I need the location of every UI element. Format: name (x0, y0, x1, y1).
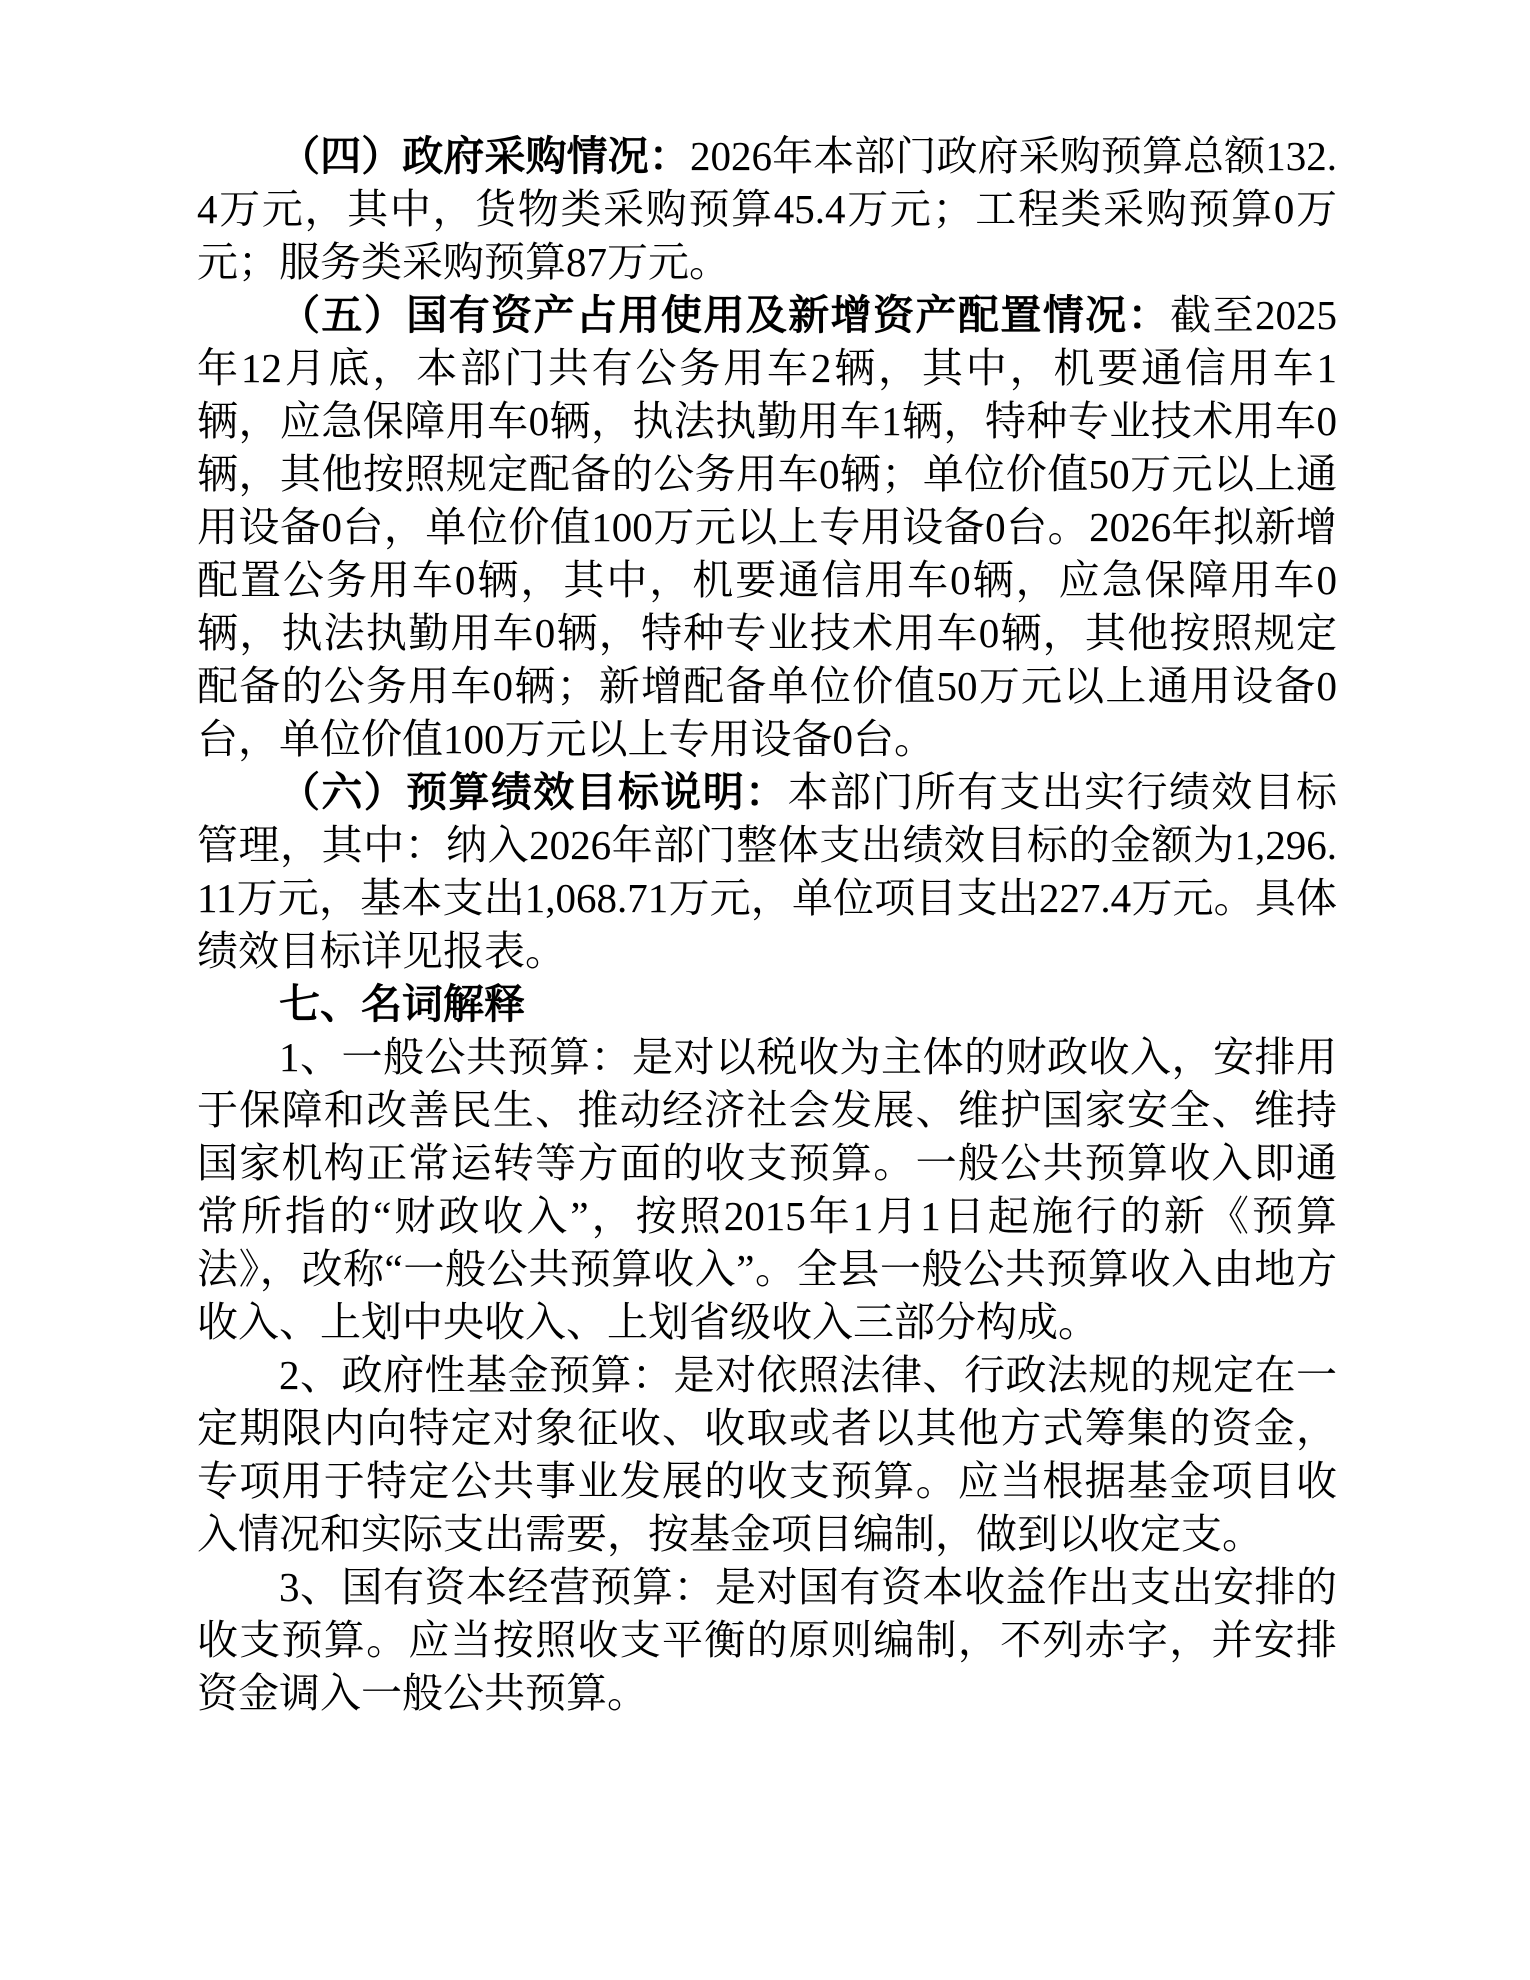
paragraph-state-assets-lead: （五）国有资产占用使用及新增资产配置情况： (279, 292, 1171, 338)
document-page (197, 130, 1337, 1720)
paragraph-performance-goals-lead: （六）预算绩效目标说明： (279, 769, 788, 815)
paragraph-state-assets (197, 289, 1337, 766)
paragraph-general-public-budget-body: 1、一般公共预算：是对以税收为主体的财政收入，安排用于保障和改善民生、推动经济社会发展、维护国家安全、维持国家机构正常运转等方面的收支预算。一般公共预算收入即通常所指的“财政收入”，按照2015年1月1日起施行的新《预算法》，改称“一般公共预算收入”。全县一般公共预算收入由地方收入、上划中央收入、上划省级收入三部分构成。 (197, 1034, 1337, 1345)
paragraph-state-capital-budget-body: 3、国有资本经营预算：是对国有资本收益作出支出安排的收支预算。应当按照收支平衡的原则编制，不列赤字，并安排资金调入一般公共预算。 (197, 1564, 1337, 1716)
paragraph-general-public-budget (197, 1031, 1337, 1349)
paragraph-performance-goals (197, 766, 1337, 978)
paragraph-performance-goals-body: 本部门所有支出实行绩效目标管理，其中：纳入2026年部门整体支出绩效目标的金额为1,296.11万元，基本支出1,068.71万元，单位项目支出227.4万元。具体绩效目标详见报表。 (197, 769, 1337, 974)
section-heading-glossary (197, 978, 1337, 1031)
paragraph-state-capital-budget (197, 1561, 1337, 1720)
paragraph-gov-procurement-body: 2026年本部门政府采购预算总额132.4万元，其中，货物类采购预算45.4万元；工程类采购预算0万元；服务类采购预算87万元。 (197, 133, 1338, 285)
paragraph-gov-procurement-lead: （四）政府采购情况： (279, 133, 690, 179)
section-heading-glossary-label: 七、名词解释 (279, 981, 525, 1027)
paragraph-government-fund-budget-body: 2、政府性基金预算：是对依照法律、行政法规的规定在一定期限内向特定对象征收、收取或者以其他方式筹集的资金，专项用于特定公共事业发展的收支预算。应当根据基金项目收入情况和实际支出需要，按基金项目编制，做到以收定支。 (197, 1352, 1337, 1557)
paragraph-government-fund-budget (197, 1349, 1337, 1561)
paragraph-state-assets-body: 截至2025年12月底，本部门共有公务用车2辆，其中，机要通信用车1辆，应急保障用车0辆，执法执勤用车1辆，特种专业技术用车0辆，其他按照规定配备的公务用车0辆；单位价值50万元以上通用设备0台，单位价值100万元以上专用设备0台。2026年拟新增配置公务用车0辆，其中，机要通信用车0辆，应急保障用车0辆，执法执勤用车0辆，特种专业技术用车0辆，其他按照规定配备的公务用车0辆；新增配备单位价值50万元以上通用设备0台，单位价值100万元以上专用设备0台。 (197, 292, 1338, 762)
paragraph-gov-procurement (197, 130, 1337, 289)
